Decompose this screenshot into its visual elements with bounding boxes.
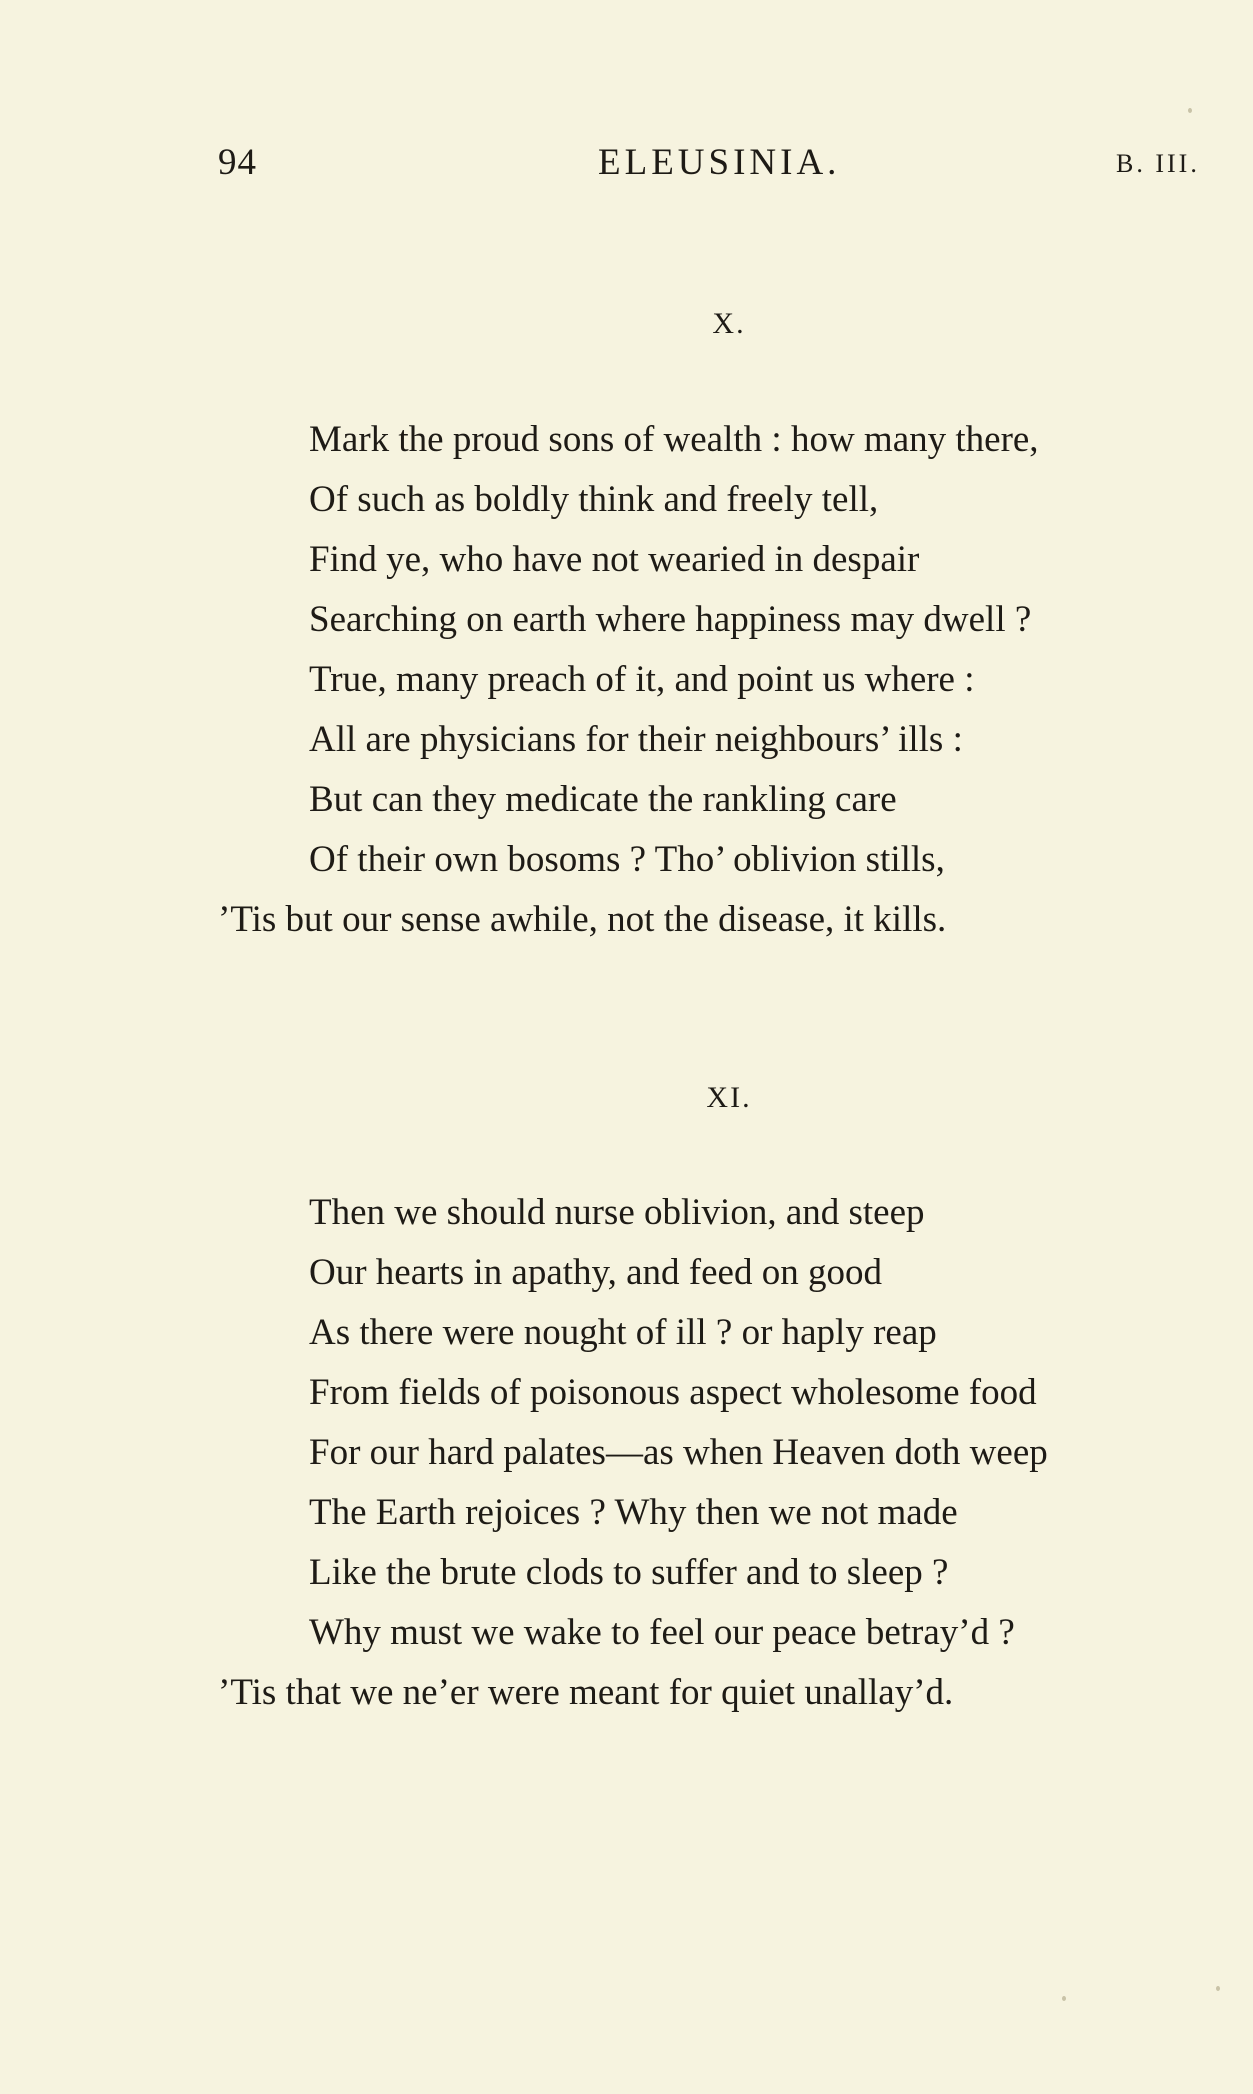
verse-line: Searching on earth where happiness may dwell ?	[309, 599, 1032, 640]
verse-line: All are physicians for their neighbours’ ills :	[309, 719, 963, 760]
running-head	[0, 140, 1253, 186]
stanza-number: XI.	[706, 1081, 752, 1114]
verse-line: As there were nought of ill ? or haply reap	[309, 1312, 937, 1353]
paper-speck	[1216, 1986, 1220, 1991]
paper-speck	[1188, 108, 1192, 113]
verse-line: Our hearts in apathy, and feed on good	[309, 1252, 882, 1293]
paper-speck	[1062, 1996, 1066, 2001]
verse-line: From fields of poisonous aspect wholesome food	[309, 1372, 1037, 1413]
verse-line: Then we should nurse oblivion, and steep	[309, 1192, 925, 1233]
page-number: 94	[218, 142, 257, 183]
verse-line: The Earth rejoices ? Why then we not made	[309, 1492, 958, 1533]
verse-line: But can they medicate the rankling care	[309, 779, 897, 820]
verse-line: ’Tis but our sense awhile, not the disease, it kills.	[218, 899, 947, 940]
verse-line: Why must we wake to feel our peace betray’d ?	[309, 1612, 1015, 1653]
running-title: ELEUSINIA.	[598, 142, 841, 183]
verse-line: True, many preach of it, and point us where :	[309, 659, 975, 700]
verse-line: Of such as boldly think and freely tell,	[309, 479, 879, 520]
verse-line: Find ye, who have not wearied in despair	[309, 539, 920, 580]
verse-line: Like the brute clods to suffer and to sleep ?	[309, 1552, 949, 1593]
verse-line: Mark the proud sons of wealth : how many there,	[309, 419, 1039, 460]
verse-line: For our hard palates—as when Heaven doth weep	[309, 1432, 1048, 1473]
book-reference: B. III.	[1116, 149, 1200, 178]
verse-line: Of their own bosoms ? Tho’ oblivion stills,	[309, 839, 945, 880]
verse-line: ’Tis that we ne’er were meant for quiet unallay’d.	[218, 1672, 954, 1713]
stanza-number: X.	[712, 307, 746, 340]
